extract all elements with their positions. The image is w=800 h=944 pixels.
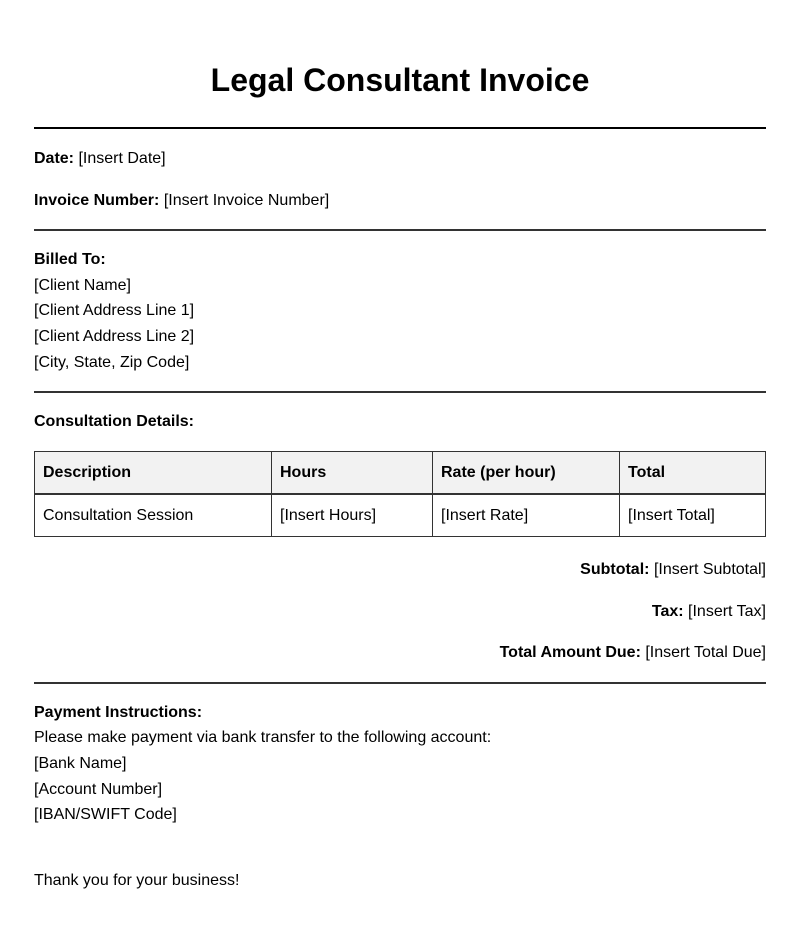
billed-to-line: [Client Address Line 2] [34, 328, 195, 345]
page-title: Legal Consultant Invoice [210, 62, 590, 98]
column-header-description: Description [35, 452, 272, 495]
cell-rate: [Insert Rate] [433, 494, 620, 537]
column-header-rate: Rate (per hour) [433, 452, 620, 495]
consultation-heading-text: Consultation Details: [34, 413, 195, 430]
billed-to-heading [34, 250, 106, 270]
billed-to-line: [Client Address Line 1] [34, 302, 195, 319]
date-row [34, 149, 166, 169]
payment-line: [IBAN/SWIFT Code] [34, 806, 177, 823]
invoice-number-value: [Insert Invoice Number] [163, 192, 330, 209]
tax-label: Tax: [651, 603, 684, 620]
invoice-number-label: Invoice Number: [34, 192, 160, 209]
billed-to-line: [Client Name] [34, 277, 131, 294]
closing-note: Thank you for your business! [34, 872, 240, 889]
subtotal-value: [Insert Subtotal] [653, 561, 766, 578]
total-due-label: Total Amount Due: [499, 644, 641, 661]
meta-divider [34, 229, 766, 231]
payment-heading-text: Payment Instructions: [34, 704, 203, 721]
cell-description: Consultation Session [35, 494, 272, 537]
billed-to-heading-text: Billed To: [34, 251, 106, 268]
subtotal-row [580, 560, 766, 580]
column-header-total: Total [620, 452, 766, 495]
payment-line: Please make payment via bank transfer to the following account: [34, 729, 492, 746]
title-divider [34, 127, 766, 129]
table-header-row [35, 452, 766, 495]
subtotal-label: Subtotal: [580, 561, 650, 578]
cell-hours: [Insert Hours] [272, 494, 433, 537]
date-label: Date: [34, 150, 75, 167]
column-header-hours: Hours [272, 452, 433, 495]
payment-line: [Account Number] [34, 781, 163, 798]
tax-value: [Insert Tax] [688, 603, 766, 620]
billed-to-line: [City, State, Zip Code] [34, 354, 190, 371]
totals-divider [34, 682, 766, 684]
payment-line: [Bank Name] [34, 755, 127, 772]
total-due-value: [Insert Total Due] [645, 644, 766, 661]
consultation-table [34, 451, 766, 537]
date-value: [Insert Date] [78, 150, 166, 167]
consultation-heading [34, 412, 194, 432]
table-row [35, 494, 766, 537]
total-due-row [500, 643, 766, 663]
invoice-number-row [34, 191, 329, 211]
cell-total: [Insert Total] [620, 494, 766, 537]
billed-to-divider [34, 391, 766, 393]
tax-row [652, 602, 766, 622]
payment-heading [34, 703, 202, 723]
